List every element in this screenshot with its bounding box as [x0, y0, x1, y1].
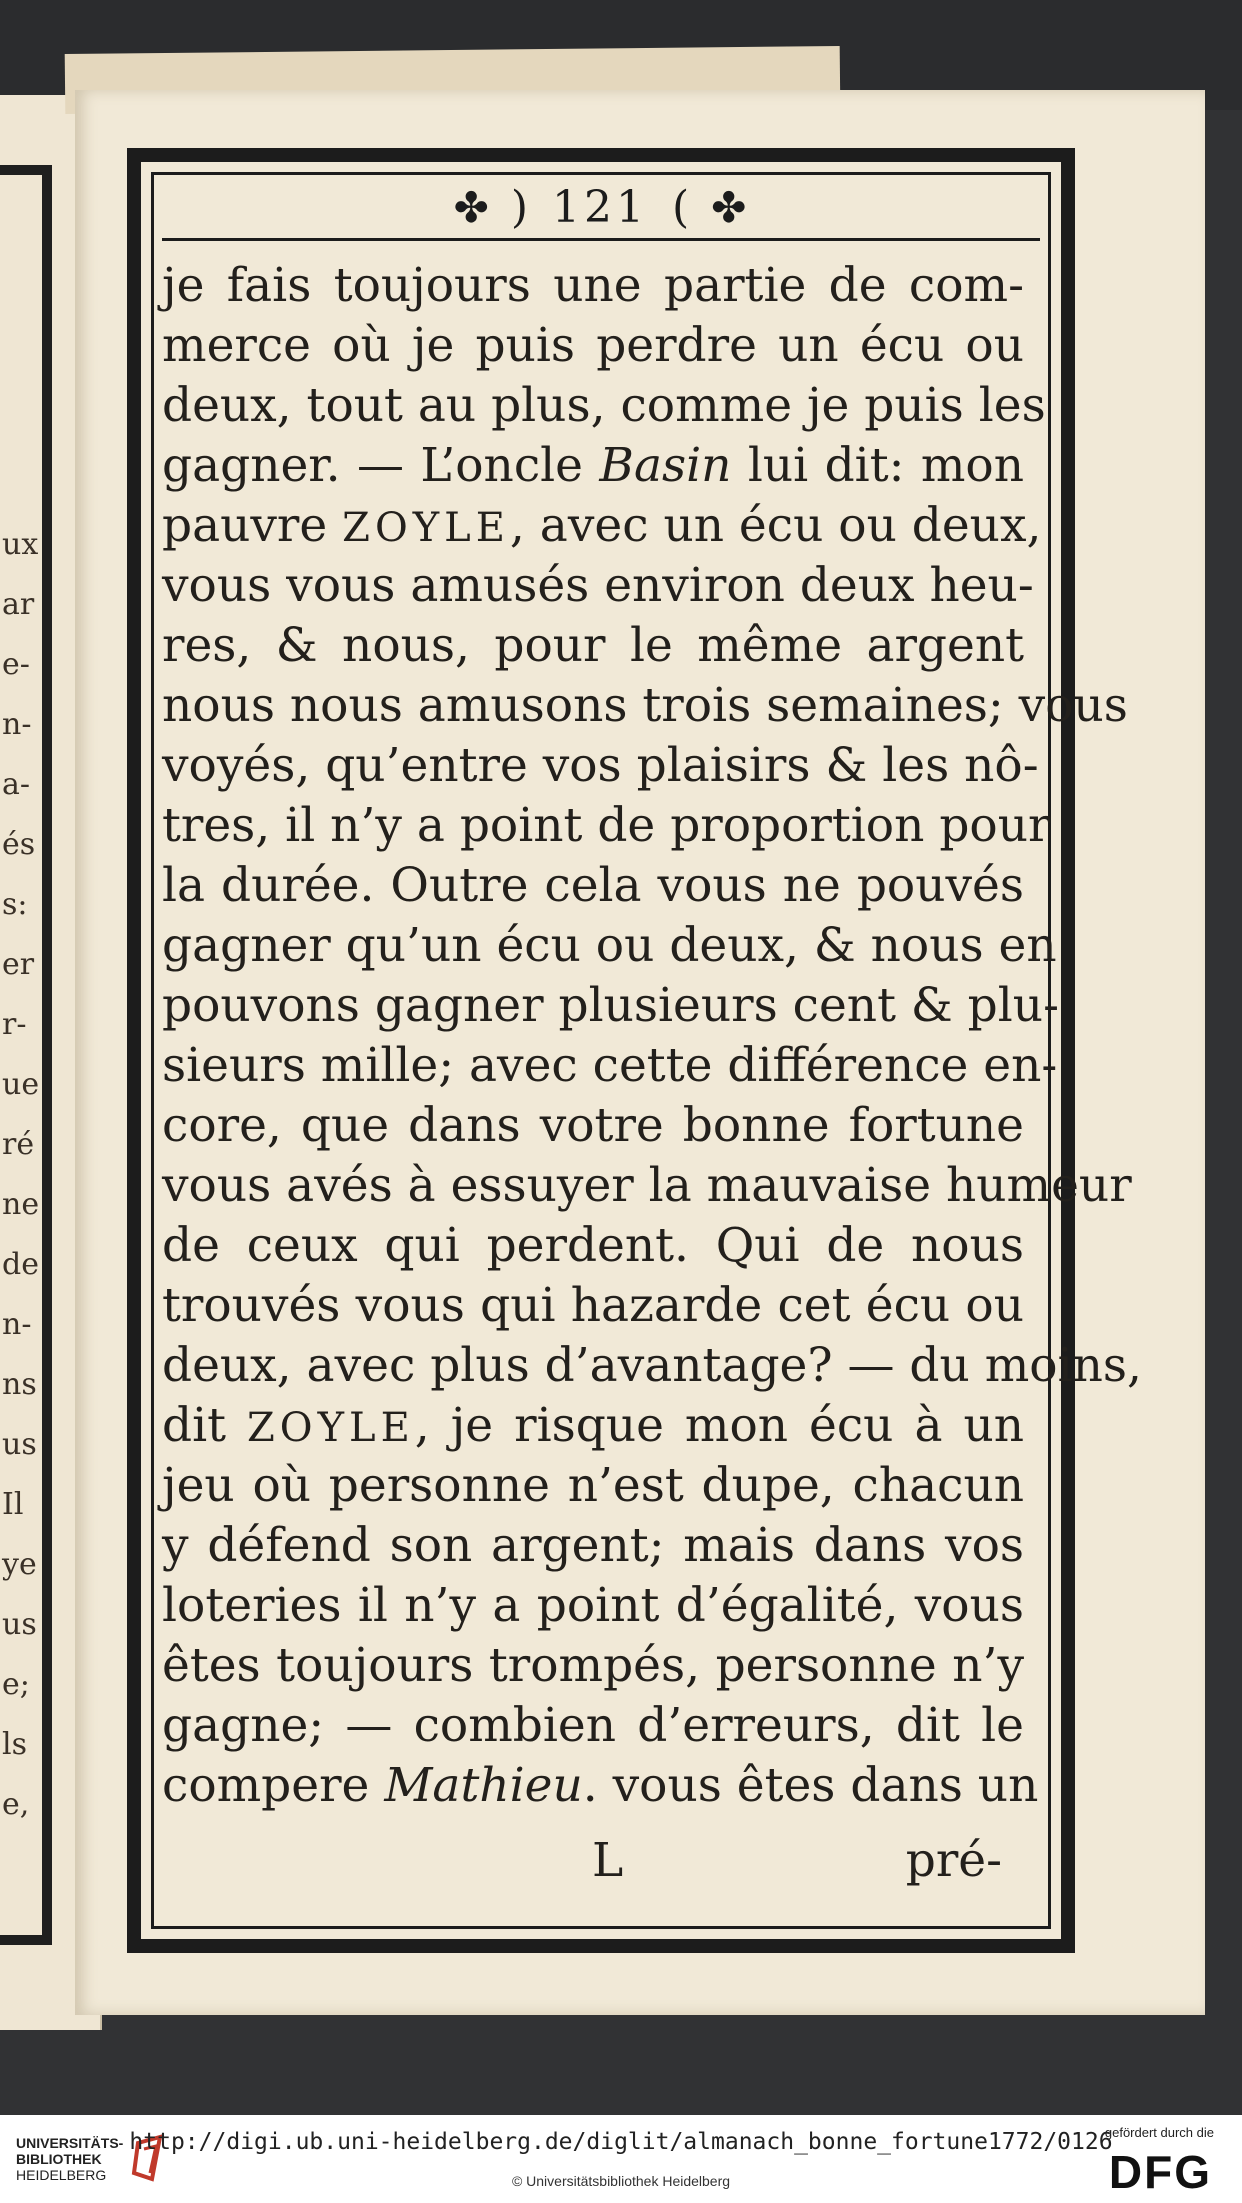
italic-name: Basin [599, 438, 732, 493]
text-run: deux, tout au plus, comme je puis les [162, 378, 1046, 433]
text-line [162, 976, 1059, 1036]
text-line [162, 1216, 1024, 1276]
previous-page-fragment: e, [2, 1787, 30, 1822]
text-run: deux, avec plus d’avantage? — du moins, [162, 1338, 1142, 1393]
text-line [162, 496, 1042, 556]
signature-mark: L [592, 1833, 624, 1888]
previous-page-fragment: ré [2, 1127, 35, 1162]
footer-bar [0, 2115, 1242, 2203]
previous-page-fragment: ns [2, 1367, 37, 1402]
text-line [162, 256, 1024, 316]
previous-page-fragment: ar [2, 587, 35, 622]
previous-page-fragment: us [2, 1427, 37, 1462]
previous-page-fragment: us [2, 1607, 37, 1642]
text-run: compere [162, 1758, 385, 1813]
body-text [162, 256, 1142, 1816]
logo-line-1: UNIVERSITÄTS- [16, 2135, 124, 2151]
previous-page-fragment: ye [2, 1547, 37, 1582]
previous-page-fragment: ls [2, 1727, 27, 1762]
text-line [162, 796, 1051, 856]
text-run: êtes toujours trompés, personne n’y [162, 1638, 1024, 1693]
text-run: pauvre [162, 498, 343, 553]
previous-page-fragment: e; [2, 1667, 30, 1702]
text-run: dit [162, 1398, 248, 1453]
text-run: gagne; — combien d’erreurs, dit le [162, 1698, 1024, 1753]
text-run: gagner qu’un écu ou deux, & nous en [162, 918, 1057, 973]
text-line [162, 1576, 1024, 1636]
text-run: nous nous amusons trois semaines; vous [162, 678, 1128, 733]
previous-page-fragment: e- [2, 647, 30, 682]
text-run: merce où je puis perdre un écu ou [162, 318, 1024, 373]
small-caps-name: ZOYLE [247, 1405, 415, 1451]
text-line [162, 916, 1057, 976]
text-run: lui dit: mon [731, 438, 1024, 493]
text-line [162, 1336, 1142, 1396]
text-run: res, & nous, pour le même argent [162, 618, 1024, 673]
source-url[interactable]: http://digi.ub.uni-heidelberg.de/diglit/almanach_bonne_fortune1772/0126 [129, 2129, 1113, 2155]
previous-page-fragment: a- [2, 767, 31, 802]
text-line [162, 1396, 1024, 1456]
copyright-notice: © Universitätsbibliothek Heidelberg [511, 2173, 731, 2189]
text-run: de ceux qui perdent. Qui de nous [162, 1218, 1024, 1273]
previous-page-fragment: ne [2, 1187, 40, 1222]
text-line [162, 1516, 1024, 1576]
text-run: pouvons gagner plusieurs cent & plu- [162, 978, 1059, 1033]
text-run: . vous êtes dans un [582, 1758, 1039, 1813]
previous-page-fragment: ue [2, 1067, 40, 1102]
previous-page-fragment: s: [2, 887, 28, 922]
dfg-logo[interactable]: DFG [1108, 2146, 1212, 2198]
text-line [162, 316, 1024, 376]
text-run: loteries il n’y a point d’égalité, vous [162, 1578, 1024, 1633]
previous-page-fragment: n- [2, 707, 32, 742]
page-number: 121 [552, 181, 648, 233]
page-header [160, 178, 1040, 236]
previous-page-fragment: er [2, 947, 35, 982]
text-line [162, 376, 1046, 436]
text-line [162, 1756, 1039, 1816]
text-line [162, 856, 1024, 916]
logo-line-2: BIBLIOTHEK [16, 2151, 102, 2167]
text-run: gagner. — L’oncle [162, 438, 600, 493]
text-run: y défend son argent; mais dans vos [162, 1518, 1024, 1573]
header-rule [162, 238, 1040, 241]
text-run: voyés, qu’entre vos plaisirs & les nô- [162, 738, 1039, 793]
previous-page-fragment: r- [2, 1007, 27, 1042]
previous-page-fragment: és [2, 827, 36, 862]
page-footer-line [162, 1833, 1022, 1893]
text-run: la durée. Outre cela vous ne pouvés [162, 858, 1024, 913]
previous-page-fragment: de [2, 1247, 39, 1282]
text-line [162, 1636, 1024, 1696]
catchword: pré- [905, 1833, 1002, 1888]
logo-line-3: HEIDELBERG [16, 2167, 107, 2183]
text-line [162, 1456, 1024, 1516]
text-run: vous avés à essuyer la mauvaise humeur [162, 1158, 1132, 1213]
text-run: tres, il n’y a point de proportion pour [162, 798, 1051, 853]
text-line [162, 1696, 1024, 1756]
ornament-right-icon: ✤ [711, 182, 747, 232]
text-line [162, 436, 1024, 496]
sponsor-label: gefördert durch die [1104, 2125, 1214, 2140]
previous-page-fragment: ux [2, 527, 39, 562]
text-line [162, 676, 1128, 736]
previous-page-fragment: Il [2, 1487, 24, 1522]
text-line [162, 1156, 1132, 1216]
text-line [162, 1276, 1024, 1336]
text-line [162, 1036, 1058, 1096]
text-run: je fais toujours une partie de com- [162, 258, 1024, 313]
text-line [162, 1096, 1024, 1156]
text-line [162, 556, 1034, 616]
text-run: core, que dans votre bonne fortune [162, 1098, 1024, 1153]
text-run: jeu où personne n’est dupe, chacun [162, 1458, 1024, 1513]
text-run: , je risque mon écu à un [414, 1398, 1025, 1453]
text-run: , avec un écu ou deux, [509, 498, 1042, 553]
italic-name: Mathieu [384, 1758, 583, 1813]
small-caps-name: ZOYLE [342, 505, 510, 551]
text-line [162, 736, 1039, 796]
text-line [162, 616, 1024, 676]
text-run: trouvés vous qui hazarde cet écu ou [162, 1278, 1024, 1333]
previous-page-fragment: n- [2, 1307, 32, 1342]
ornament-left-icon: ✤ [453, 182, 489, 232]
paren-left: ) [510, 181, 528, 233]
text-run: sieurs mille; avec cette différence en- [162, 1038, 1058, 1093]
paren-right: ( [671, 181, 690, 233]
text-run: vous vous amusés environ deux heu- [162, 558, 1034, 613]
